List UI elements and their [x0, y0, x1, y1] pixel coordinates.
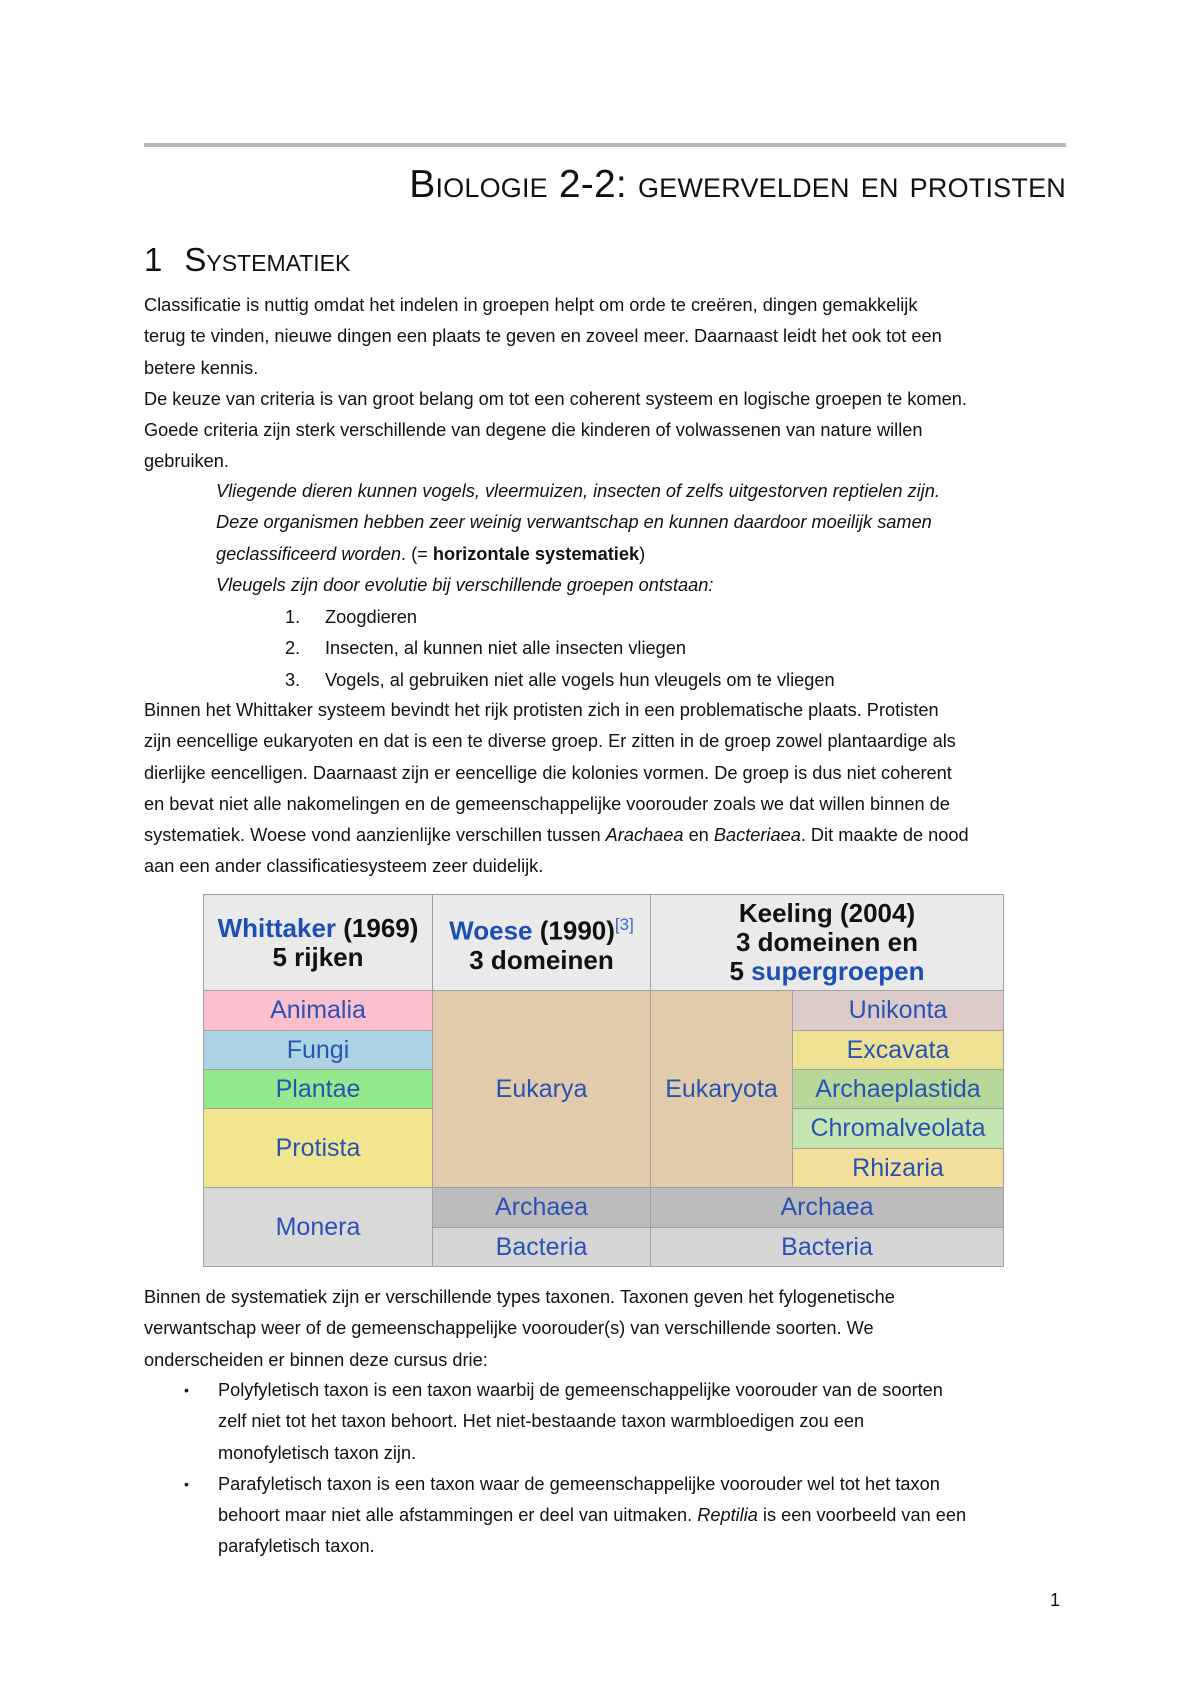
cell-eukaryota[interactable]: Eukaryota: [650, 990, 793, 1188]
cell-protista[interactable]: Protista: [203, 1108, 433, 1188]
text-line: parafyletisch taxon.: [218, 1536, 375, 1557]
text-span: behoort maar niet alle afstammingen er deel van uitmaken.: [218, 1505, 698, 1526]
text-line: Vliegende dieren kunnen vogels, vleermuizen, insecten of zelfs uitgestorven reptielen zijn.: [216, 481, 940, 501]
title-rule: [144, 143, 1066, 147]
text-span: ): [639, 543, 646, 564]
text-line: en bevat niet alle nakomelingen en de gemeenschappelijke voorouder zoals we dat willen binnen de: [144, 793, 950, 814]
document-title: Biologie 2-2: gewervelden en protisten: [409, 163, 1066, 206]
text-line: Binnen de systematiek zijn er verschillende types taxonen. Taxonen geven het fylogenetische: [144, 1287, 895, 1307]
cell-rhizaria[interactable]: Rhizaria: [792, 1148, 1004, 1188]
example-block: [216, 476, 1066, 601]
header-text: (1990): [532, 915, 615, 946]
bold-term: horizontale systematiek: [432, 543, 640, 564]
bullet-icon: •: [184, 1475, 189, 1492]
cell-eukarya[interactable]: Eukarya: [432, 990, 651, 1188]
list-number: 3.: [285, 669, 301, 690]
text-line: [218, 1500, 1066, 1531]
text-line: Classificatie is nuttig omdat het indelen in groepen helpt om orde te creëren, dingen gemakkelijk: [144, 295, 918, 315]
cell-animalia[interactable]: Animalia: [203, 990, 433, 1031]
text-line: Polyfyletisch taxon is een taxon waarbij de gemeenschappelijke voorouder van de soorten: [218, 1380, 943, 1400]
paragraph-classification: [144, 290, 1064, 478]
header-link[interactable]: Woese: [449, 915, 533, 946]
paragraph-taxa: [144, 1282, 1064, 1376]
header-line: 3 domeinen en: [735, 927, 919, 957]
header-woese: [432, 894, 651, 991]
header-text: 5: [729, 956, 752, 986]
list-item: [186, 1469, 1066, 1563]
italic-text: Reptilia: [697, 1505, 758, 1526]
text-line: Vleugels zijn door evolutie bij verschillende groepen ontstaan:: [216, 574, 714, 595]
text-line: onderscheiden er binnen deze cursus drie:: [144, 1349, 488, 1370]
header-link[interactable]: Whittaker: [217, 912, 337, 943]
section-title: Systematiek: [184, 241, 351, 278]
text-span: . (=: [401, 543, 433, 564]
header-line: [729, 957, 924, 986]
cell-plantae[interactable]: Plantae: [203, 1069, 433, 1109]
cell-fungi[interactable]: Fungi: [203, 1030, 433, 1070]
text-line: zelf niet tot het taxon behoort. Het niet-bestaande taxon warmbloedigen zou een: [218, 1411, 865, 1432]
text-span: . Dit maakte de nood: [800, 825, 969, 846]
italic-text: Bacteriaea: [713, 825, 801, 846]
text-span: en: [683, 825, 714, 846]
list-item: [285, 665, 835, 696]
text-line: monofyletisch taxon zijn.: [218, 1442, 417, 1463]
text-line: Goede criteria zijn sterk verschillende van degene die kinderen of volwassenen van nature willen: [144, 420, 923, 441]
text-line: dierlijke eencelligen. Daarnaast zijn er eencellige die kolonies vormen. De groep is dus niet coherent: [144, 762, 952, 783]
header-subtitle: 5 rijken: [272, 941, 364, 972]
text-line: [216, 539, 1066, 570]
reference-link[interactable]: [3]: [614, 915, 634, 935]
paragraph-whittaker: [144, 695, 1064, 883]
text-line: zijn eencellige eukaryoten en dat is een te diverse groep. Er zitten in de groep zowel plantaardige als: [144, 731, 956, 752]
text-line: gebruiken.: [144, 451, 229, 472]
cell-chromalveolata[interactable]: Chromalveolata: [792, 1108, 1004, 1149]
header-text: (1969): [336, 912, 419, 943]
cell-unikonta[interactable]: Unikonta: [792, 990, 1004, 1031]
cell-monera[interactable]: Monera: [203, 1187, 433, 1267]
text-span: is een voorbeeld van een: [757, 1505, 967, 1526]
header-line: [449, 910, 634, 946]
section-number: 1: [144, 241, 163, 278]
cell-archaea-keeling[interactable]: Archaea: [650, 1187, 1004, 1228]
header-line: [218, 914, 419, 943]
header-link[interactable]: supergroepen: [751, 956, 925, 986]
list-item: [285, 633, 835, 664]
list-item: [285, 602, 835, 633]
text-line: aan een ander classificatiesysteem zeer duidelijk.: [144, 856, 544, 877]
cell-archaea-woese[interactable]: Archaea: [432, 1187, 651, 1228]
cell-archaeplastida[interactable]: Archaeplastida: [792, 1069, 1004, 1109]
text-line: De keuze van criteria is van groot belang om tot een coherent systeem en logische groepen te komen.: [144, 388, 967, 409]
text-line: verwantschap weer of de gemeenschappelijke voorouder(s) van verschillende soorten. We: [144, 1318, 874, 1339]
text-line: Binnen het Whittaker systeem bevindt het rijk protisten zich in een problematische plaats. Protisten: [144, 700, 939, 720]
header-whittaker: [203, 894, 433, 991]
text-line: Deze organismen hebben zeer weinig verwantschap en kunnen daardoor moeilijk samen: [216, 512, 932, 533]
cell-bacteria-keeling[interactable]: Bacteria: [650, 1227, 1004, 1267]
classification-table: [203, 894, 1004, 1267]
text-line: betere kennis.: [144, 357, 259, 378]
list-text: Zoogdieren: [325, 607, 418, 627]
page-number: 1: [1050, 1590, 1061, 1610]
text-line: terug te vinden, nieuwe dingen een plaats te geven en zoveel meer. Daarnaast leidt het ook tot een: [144, 326, 942, 347]
bullet-list: [186, 1375, 1066, 1563]
cell-excavata[interactable]: Excavata: [792, 1030, 1004, 1070]
header-line: Keeling (2004): [738, 898, 916, 928]
cell-bacteria-woese[interactable]: Bacteria: [432, 1227, 651, 1267]
list-number: 2.: [285, 638, 301, 659]
italic-text: Arachaea: [605, 825, 684, 846]
italic-text: geclassificeerd worden: [216, 543, 402, 564]
header-subtitle: 3 domeinen: [469, 944, 614, 975]
text-span: systematiek. Woese vond aanzienlijke verschillen tussen: [144, 825, 606, 846]
list-item: [186, 1375, 1066, 1469]
text-line: Parafyletisch taxon is een taxon waar de gemeenschappelijke voorouder wel tot het taxon: [218, 1473, 940, 1494]
bullet-icon: •: [184, 1382, 189, 1398]
text-line: [144, 820, 1064, 851]
header-keeling: [650, 894, 1004, 991]
list-text: Vogels, al gebruiken niet alle vogels hun vleugels om te vliegen: [325, 669, 835, 690]
section-heading: [144, 240, 350, 280]
ordered-list: [285, 602, 835, 696]
list-number: 1.: [285, 607, 301, 627]
list-text: Insecten, al kunnen niet alle insecten vliegen: [325, 638, 686, 659]
